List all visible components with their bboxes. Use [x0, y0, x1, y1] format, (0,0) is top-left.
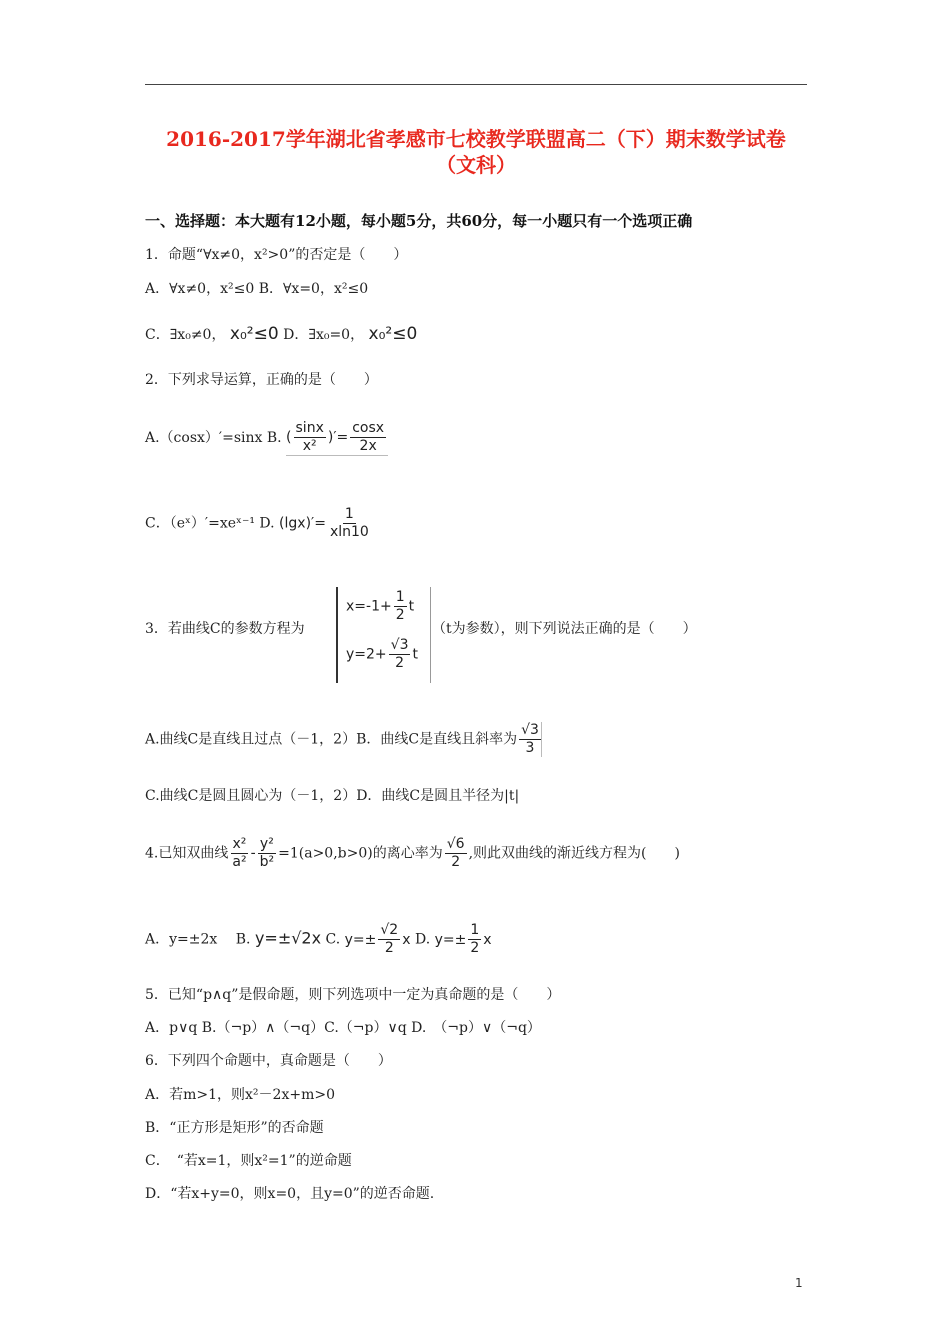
q4-d-post: x — [483, 931, 492, 948]
page-number: 1 — [795, 1276, 803, 1290]
q4-e-den: 2 — [451, 854, 461, 870]
q3-options-ab — [145, 722, 544, 757]
q3-eq-y-num: √3 — [390, 637, 409, 653]
q4-c-num: √2 — [380, 922, 399, 938]
title-line-2: （文科） — [436, 153, 516, 177]
q3-eq-x — [346, 589, 414, 624]
q6-option-b: B．“正方形是矩形”的否命题 — [145, 1120, 324, 1136]
q4-eccentricity — [445, 836, 467, 871]
q4-frac-y — [258, 836, 277, 871]
q3-eq-x-den: 2 — [395, 607, 405, 623]
q3-eq-y-pre: y=2+ — [346, 646, 387, 663]
q3-parametric-system — [336, 587, 431, 683]
q4-frac-x — [230, 836, 248, 871]
q3-eq-y-den: 2 — [395, 655, 405, 671]
q2-b-num: sinx — [295, 420, 324, 436]
q4-stem-post: ,则此双曲线的渐近线方程为( ) — [468, 845, 680, 862]
q3-stem-pre: 3．若曲线C的参数方程为 — [145, 621, 305, 637]
q2-option-c: C．（eˣ）′=xeˣ⁻¹ D. — [145, 515, 275, 532]
q3-eq-x-pre: x=-1+ — [346, 598, 392, 615]
q4-d-num: 1 — [470, 922, 480, 938]
q3-eq-y — [346, 637, 418, 672]
q4-c-den: 2 — [384, 940, 394, 956]
q4-option-d-label: D. — [414, 931, 431, 948]
q3-options-cd: C.曲线C是圆且圆心为（－1，2）D．曲线C是圆且半径为|t| — [145, 788, 520, 804]
q4-d-den: 2 — [470, 940, 480, 956]
q2-option-d-formula — [279, 506, 373, 541]
q2-d-num: 1 — [344, 506, 354, 522]
q4-options — [145, 922, 492, 957]
q5-stem: 5．已知“p∧q”是假命题，则下列选项中一定为真命题的是（ ） — [145, 987, 561, 1003]
q6-option-a: A．若m>1，则x²－2x+m>0 — [145, 1087, 335, 1103]
q1-stem: 1．命题“∀x≠0，x²>0”的否定是（ ） — [145, 247, 408, 263]
q2-b-den: x² — [302, 438, 317, 454]
q3-eq-x-num: 1 — [395, 589, 405, 605]
q4-c-pre: y=± — [344, 931, 377, 948]
q3-stem-post: （t为参数），则下列说法正确的是（ ） — [432, 621, 697, 637]
q3-options-ab-text: A.曲线C是直线且过点（－1，2）B．曲线C是直线且斜率为 — [145, 731, 518, 748]
q2-options-cd — [145, 506, 373, 541]
header-rule — [145, 84, 807, 85]
q4-frac-x-den: a² — [232, 854, 247, 870]
q2-stem: 2．下列求导运算，正确的是（ ） — [145, 372, 378, 388]
q2-options-ab — [145, 420, 388, 456]
title-line-1: 2016-2017学年湖北省孝感市七校教学联盟高二（下）期末数学试卷 — [166, 127, 786, 151]
q1-option-c-math: x₀²≤0 — [229, 324, 279, 344]
q4-option-c-label: C. — [325, 931, 341, 948]
q4-minus: - — [250, 845, 256, 862]
q2-d-left: (lgx)′= — [279, 515, 326, 532]
q6-option-d: D．“若x+y=0，则x=0，且y=0”的逆否命题. — [145, 1186, 435, 1202]
q5-options: A．p∨q B.（¬p）∧（¬q）C.（¬p）∨q D. （¬p）∨（¬q） — [145, 1020, 541, 1036]
q4-option-d-math — [434, 922, 492, 956]
q4-d-pre: y=± — [434, 931, 467, 948]
q4-option-b-math: y=±√2x — [254, 928, 322, 948]
q4-stem-mid: =1(a>0,b>0)的离心率为 — [278, 845, 443, 862]
q6-stem: 6．下列四个命题中，真命题是（ ） — [145, 1053, 392, 1069]
q4-stem-pre: 4.已知双曲线 — [145, 845, 229, 862]
q3-eq-x-post: t — [408, 598, 415, 615]
q1-option-d-math: x₀²≤0 — [368, 324, 418, 344]
q1-options-cd — [145, 324, 417, 344]
q4-stem — [145, 836, 680, 871]
q2-d-den: xln10 — [329, 524, 369, 540]
section-heading: 一、选择题：本大题有12小题，每小题5分，共60分，每一小题只有一个选项正确 — [145, 212, 693, 230]
document-title — [140, 126, 812, 178]
q3-b-den: 3 — [525, 740, 535, 756]
q3-eq-y-post: t — [412, 646, 418, 663]
q2-b-rden: 2x — [359, 438, 377, 454]
q4-frac-x-num: x² — [232, 836, 247, 852]
q1-options-ab: A．∀x≠0，x²≤0 B．∀x=0，x²≤0 — [145, 281, 369, 297]
q4-frac-y-num: y² — [259, 836, 274, 852]
q4-frac-y-den: b² — [259, 854, 275, 870]
q4-option-a: A．y=±2x B. — [145, 931, 251, 948]
q2-option-b-formula: ( $\frac{\sin x}{\text{x²}}$ )′= $\frac{\cos x}{2x}$ — [286, 420, 388, 456]
q4-option-c-math — [344, 922, 411, 956]
q6-option-c: C． “若x=1，则x²=1”的逆命题 — [145, 1153, 352, 1169]
q1-option-d: D．∃x₀=0， — [283, 327, 365, 343]
q3-b-frac — [519, 722, 542, 757]
q1-option-c: C．∃x₀≠0， — [145, 327, 226, 343]
q2-option-a: A.（cosx）′=sinx B. — [145, 430, 282, 446]
q3-b-num: √3 — [521, 722, 539, 738]
q4-c-post: x — [402, 931, 411, 948]
q4-e-num: √6 — [446, 836, 465, 852]
q2-b-rnum: cosx — [352, 420, 385, 436]
